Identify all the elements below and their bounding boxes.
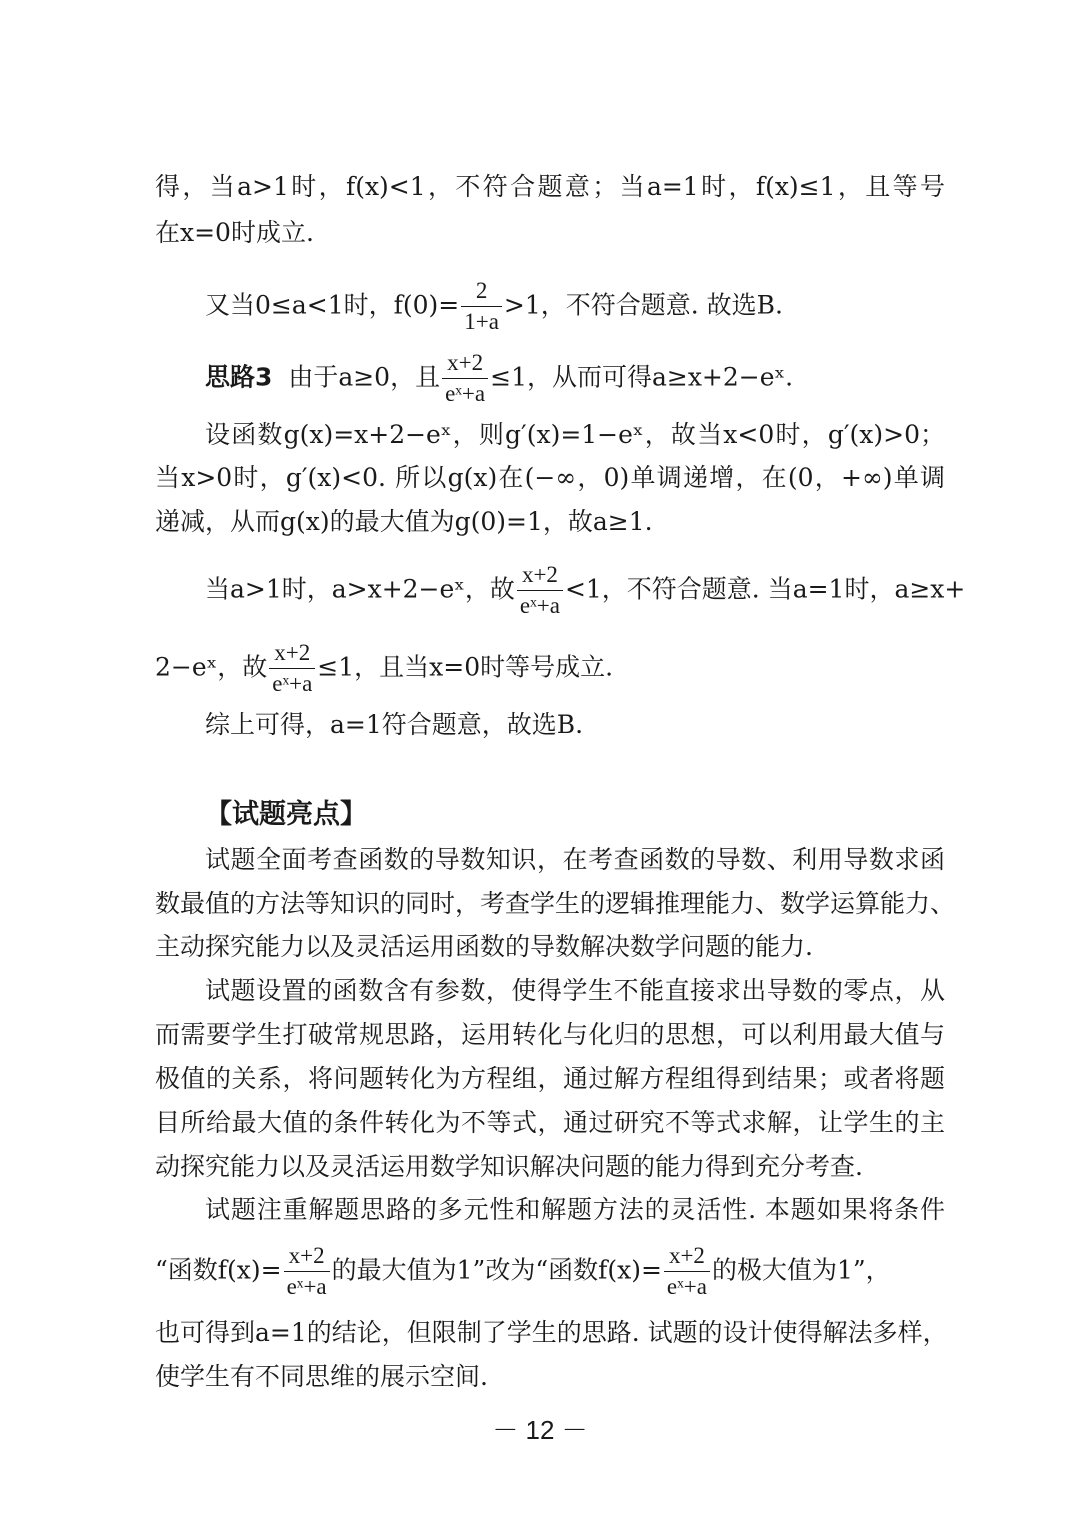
text-line-6: 当x>0时，g′(x)<0. 所以g(x)在(−∞，0)单调递增，在(0，+∞)单调 [155, 463, 945, 492]
fraction-denominator: eˣ+a [286, 1274, 327, 1300]
fraction-numerator: x+2 [442, 350, 488, 379]
text-segment: 当a>1时，a>x+2−eˣ，故 [205, 574, 515, 604]
text-line-3 [205, 278, 945, 335]
fraction [442, 350, 488, 408]
text-segment: <1，不符合题意. 当a=1时，a≥x+ [564, 574, 966, 604]
fraction [517, 562, 563, 620]
fraction-denominator: eˣ+a [445, 381, 486, 407]
text-line-9 [155, 640, 945, 697]
fraction-denominator: 1+a [464, 309, 499, 335]
text-line-10: 综上可得，a=1符合题意，故选B. [205, 710, 584, 739]
paragraph-1-line: 主动探究能力以及灵活运用函数的导数解决数学问题的能力. [155, 932, 813, 961]
text-segment: 2−eˣ，故 [155, 652, 268, 682]
paragraph-3-line: 使学生有不同思维的展示空间. [155, 1362, 488, 1391]
text-line-1: 得，当a>1时，f(x)<1，不符合题意；当a=1时，f(x)≤1，且等号 [155, 172, 945, 201]
text-segment: 又当0≤a<1时，f(0)= [205, 290, 460, 320]
text-line-7: 递减，从而g(x)的最大值为g(0)=1，故a≥1. [155, 507, 653, 536]
paragraph-1-line: 数最值的方法等知识的同时，考查学生的逻辑推理能力、数学运算能力、 [155, 889, 956, 918]
method-label: 思路3 [205, 362, 273, 392]
paragraph-3-line: 也可得到a=1的结论，但限制了学生的思路. 试题的设计使得解法多样， [155, 1318, 948, 1347]
text-line-2: 在x=0时成立. [155, 218, 314, 247]
fraction-numerator: x+2 [517, 562, 563, 591]
fraction [461, 278, 502, 336]
fraction-denominator: eˣ+a [272, 671, 313, 697]
text-segment: ≤1，且当x=0时等号成立. [317, 652, 614, 682]
fraction-numerator: x+2 [284, 1243, 330, 1272]
paragraph-1-line: 试题全面考查函数的导数知识，在考查函数的导数、利用导数求函 [205, 845, 945, 874]
text-segment: ≤1，从而可得a≥x+2−eˣ. [490, 362, 794, 392]
page-number: － 12 － [492, 1415, 588, 1445]
paragraph-3-line [155, 1243, 945, 1300]
text-segment: “函数f(x)= [155, 1255, 282, 1285]
fraction-numerator: 2 [461, 278, 502, 307]
paragraph-2-line: 而需要学生打破常规思路，运用转化与化归的思想，可以利用最大值与 [155, 1020, 945, 1049]
fraction-denominator: eˣ+a [666, 1274, 707, 1300]
text-segment: 的最大值为1”改为“函数f(x)= [331, 1255, 662, 1285]
text-line-4 [205, 350, 945, 407]
text-segment: 由于a≥0，且 [288, 362, 441, 392]
fraction-numerator: x+2 [664, 1243, 710, 1272]
text-segment: >1，不符合题意. 故选B. [503, 290, 783, 320]
paragraph-2-line: 目所给最大值的条件转化为不等式，通过研究不等式求解，让学生的主 [155, 1108, 945, 1137]
text-segment: 的极大值为1”， [711, 1255, 891, 1285]
fraction [284, 1243, 330, 1301]
section-heading: 【试题亮点】 [205, 799, 367, 830]
fraction-denominator: eˣ+a [519, 593, 560, 619]
paragraph-2-line: 试题设置的函数含有参数，使得学生不能直接求出导数的零点，从 [205, 976, 945, 1005]
fraction-numerator: x+2 [269, 640, 315, 669]
paragraph-2-line: 动探究能力以及灵活运用数学知识解决问题的能力得到充分考查. [155, 1152, 863, 1181]
fraction [664, 1243, 710, 1301]
fraction [269, 640, 315, 698]
text-line-5: 设函数g(x)=x+2−eˣ，则g′(x)=1−eˣ，故当x<0时，g′(x)>0； [205, 420, 945, 449]
paragraph-2-line: 极值的关系，将问题转化为方程组，通过解方程组得到结果；或者将题 [155, 1064, 945, 1093]
text-line-8 [205, 562, 966, 619]
paragraph-3-line: 试题注重解题思路的多元性和解题方法的灵活性. 本题如果将条件 [205, 1195, 945, 1224]
